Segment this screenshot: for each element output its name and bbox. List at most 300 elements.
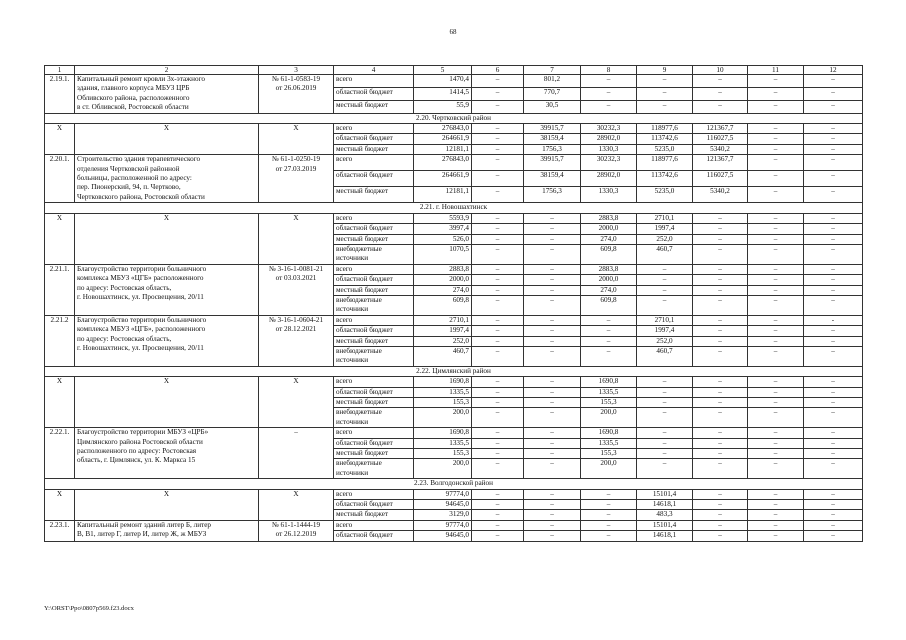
amount-cell: 274,0: [414, 285, 472, 295]
amount-cell: 2000,0: [414, 275, 472, 285]
amount-cell: 609,8: [581, 295, 637, 315]
permit-number: Х: [259, 213, 334, 264]
item-name-line: Чертковского района, Ростовской области: [77, 192, 205, 201]
amount-cell: 1330,3: [581, 144, 637, 154]
section-row: [45, 203, 863, 213]
amount-cell: 483,3: [637, 510, 693, 520]
amount-cell: –: [637, 87, 693, 100]
amount-cell: 121367,7: [693, 155, 748, 171]
amount-cell: 200,0: [414, 408, 472, 428]
total-row: [45, 124, 863, 134]
amount-cell: 30232,3: [581, 124, 637, 134]
amount-cell: –: [748, 531, 804, 541]
amount-cell: –: [637, 449, 693, 459]
amount-cell: –: [748, 213, 804, 223]
amount-cell: 5340,2: [693, 144, 748, 154]
amount-cell: –: [804, 187, 863, 203]
funding-source: всего: [334, 428, 414, 438]
funding-source: всего: [334, 315, 414, 325]
permit-number: [259, 75, 334, 114]
amount-cell: 30,5: [524, 100, 581, 113]
funding-source: областной бюджет: [334, 171, 414, 187]
total-row: [45, 489, 863, 499]
amount-cell: 1330,3: [581, 187, 637, 203]
amount-cell: –: [581, 500, 637, 510]
amount-cell: –: [748, 520, 804, 530]
funding-source: местный бюджет: [334, 234, 414, 244]
item-number: 2.21.2: [45, 315, 75, 366]
amount-cell: –: [804, 408, 863, 428]
amount-cell: –: [748, 285, 804, 295]
amount-cell: –: [804, 275, 863, 285]
amount-cell: –: [804, 213, 863, 223]
funding-source: внебюджетные источники: [334, 408, 414, 428]
amount-cell: –: [472, 155, 524, 171]
amount-cell: 155,3: [414, 398, 472, 408]
amount-cell: 526,0: [414, 234, 472, 244]
amount-cell: 2000,0: [581, 224, 637, 234]
amount-cell: –: [693, 224, 748, 234]
item-name-line: комплекса МБУЗ «ЦГБ», расположенного: [77, 325, 206, 334]
item-name: [75, 264, 259, 315]
amount-cell: 12181,1: [414, 144, 472, 154]
amount-cell: –: [524, 264, 581, 274]
amount-cell: –: [804, 155, 863, 171]
amount-cell: –: [637, 264, 693, 274]
amount-cell: 116027,5: [693, 134, 748, 144]
amount-cell: –: [804, 510, 863, 520]
amount-cell: –: [637, 275, 693, 285]
item-name: [75, 428, 259, 479]
amount-cell: 274,0: [581, 285, 637, 295]
amount-cell: –: [748, 264, 804, 274]
amount-cell: –: [693, 346, 748, 366]
funding-source: областной бюджет: [334, 275, 414, 285]
amount-cell: 1997,4: [637, 224, 693, 234]
item-name: [75, 315, 259, 366]
amount-cell: –: [693, 285, 748, 295]
amount-cell: 30232,3: [581, 155, 637, 171]
amount-cell: –: [524, 531, 581, 541]
amount-cell: –: [693, 449, 748, 459]
amount-cell: –: [748, 449, 804, 459]
permit-number: Х: [259, 377, 334, 428]
permit-line: –: [294, 428, 298, 437]
amount-cell: 2710,1: [637, 315, 693, 325]
amount-cell: 97774,0: [414, 489, 472, 499]
amount-cell: –: [637, 408, 693, 428]
amount-cell: –: [748, 438, 804, 448]
amount-cell: –: [637, 377, 693, 387]
permit-line: от 26.12.2019: [275, 530, 317, 539]
amount-cell: –: [472, 124, 524, 134]
permit-line: от 03.03.2021: [275, 274, 317, 283]
amount-cell: 39915,7: [524, 124, 581, 134]
amount-cell: –: [693, 531, 748, 541]
amount-cell: –: [693, 100, 748, 113]
amount-cell: –: [524, 275, 581, 285]
amount-cell: –: [637, 285, 693, 295]
item-name-line: по адресу: Ростовская область,: [77, 283, 172, 292]
item-name-line: Строительство здания терапевтического: [77, 155, 201, 164]
amount-cell: 155,3: [414, 449, 472, 459]
amount-cell: 460,7: [637, 346, 693, 366]
amount-cell: –: [804, 134, 863, 144]
amount-cell: –: [693, 387, 748, 397]
item-name: [75, 75, 259, 114]
amount-cell: –: [524, 244, 581, 264]
amount-cell: 155,3: [581, 398, 637, 408]
permit-line: от 27.03.2019: [275, 164, 317, 173]
amount-cell: –: [804, 295, 863, 315]
amount-cell: –: [472, 213, 524, 223]
amount-cell: –: [637, 100, 693, 113]
item-number: Х: [45, 213, 75, 264]
amount-cell: 1070,5: [414, 244, 472, 264]
amount-cell: 1690,8: [414, 428, 472, 438]
funding-source: всего: [334, 377, 414, 387]
funding-source: областной бюджет: [334, 438, 414, 448]
amount-cell: –: [472, 234, 524, 244]
amount-cell: –: [524, 224, 581, 234]
funding-source: местный бюджет: [334, 398, 414, 408]
amount-cell: 2710,1: [414, 315, 472, 325]
amount-cell: 14618,1: [637, 500, 693, 510]
item-name: Х: [75, 489, 259, 520]
amount-cell: –: [804, 438, 863, 448]
amount-cell: 2883,8: [414, 264, 472, 274]
amount-cell: 801,2: [524, 75, 581, 88]
amount-cell: 14618,1: [637, 531, 693, 541]
amount-cell: 1414,5: [414, 87, 472, 100]
amount-cell: –: [472, 144, 524, 154]
amount-cell: 5340,2: [693, 187, 748, 203]
permit-number: Х: [259, 124, 334, 155]
funding-source: областной бюджет: [334, 326, 414, 336]
item-number: 2.23.1.: [45, 520, 75, 541]
amount-cell: –: [472, 377, 524, 387]
amount-cell: –: [804, 100, 863, 113]
funding-source: местный бюджет: [334, 449, 414, 459]
amount-cell: –: [472, 244, 524, 264]
amount-cell: –: [472, 449, 524, 459]
budget-table: [44, 65, 863, 542]
amount-cell: 460,7: [637, 244, 693, 264]
funding-source: внебюджетные источники: [334, 346, 414, 366]
amount-cell: –: [748, 100, 804, 113]
amount-cell: 5235,0: [637, 187, 693, 203]
amount-cell: 1690,8: [581, 428, 637, 438]
amount-cell: –: [472, 346, 524, 366]
amount-cell: –: [804, 244, 863, 264]
amount-cell: –: [472, 100, 524, 113]
amount-cell: 252,0: [414, 336, 472, 346]
amount-cell: 38159,4: [524, 171, 581, 187]
entry-row: [45, 315, 863, 325]
amount-cell: 38159,4: [524, 134, 581, 144]
funding-source: внебюджетные источники: [334, 244, 414, 264]
permit-line: от 28.12.2021: [275, 325, 317, 334]
item-name-line: Обливского района, расположенного: [77, 93, 190, 102]
amount-cell: –: [748, 144, 804, 154]
amount-cell: 1997,4: [414, 326, 472, 336]
header-cell-11: 11: [748, 66, 804, 75]
amount-cell: –: [748, 489, 804, 499]
amount-cell: –: [804, 489, 863, 499]
item-name-line: отделения Чертковской районной: [77, 164, 180, 173]
funding-source: местный бюджет: [334, 285, 414, 295]
amount-cell: –: [637, 387, 693, 397]
amount-cell: –: [472, 326, 524, 336]
amount-cell: –: [472, 336, 524, 346]
permit-line: от 26.06.2019: [275, 84, 317, 93]
item-number: Х: [45, 489, 75, 520]
amount-cell: –: [804, 377, 863, 387]
amount-cell: –: [693, 264, 748, 274]
item-name-line: В, В1, литер Г, литер И, литер Ж, ж МБУЗ: [77, 530, 207, 539]
amount-cell: –: [472, 87, 524, 100]
amount-cell: –: [693, 398, 748, 408]
amount-cell: 1335,5: [581, 387, 637, 397]
amount-cell: –: [693, 459, 748, 479]
funding-source: областной бюджет: [334, 531, 414, 541]
item-number: 2.19.1.: [45, 75, 75, 114]
section-row: [45, 113, 863, 123]
amount-cell: –: [748, 234, 804, 244]
amount-cell: 252,0: [637, 336, 693, 346]
amount-cell: 3997,4: [414, 224, 472, 234]
amount-cell: 28902,0: [581, 171, 637, 187]
amount-cell: –: [748, 408, 804, 428]
amount-cell: –: [472, 500, 524, 510]
amount-cell: 5235,0: [637, 144, 693, 154]
amount-cell: –: [804, 264, 863, 274]
amount-cell: 1335,5: [581, 438, 637, 448]
amount-cell: –: [748, 428, 804, 438]
amount-cell: –: [637, 75, 693, 88]
amount-cell: –: [472, 459, 524, 479]
amount-cell: –: [748, 171, 804, 187]
entry-row: [45, 520, 863, 530]
amount-cell: –: [472, 387, 524, 397]
amount-cell: –: [693, 87, 748, 100]
amount-cell: –: [693, 244, 748, 264]
amount-cell: 28902,0: [581, 134, 637, 144]
amount-cell: –: [524, 428, 581, 438]
amount-cell: –: [693, 520, 748, 530]
amount-cell: 609,8: [414, 295, 472, 315]
amount-cell: –: [524, 438, 581, 448]
amount-cell: –: [472, 187, 524, 203]
amount-cell: –: [693, 510, 748, 520]
funding-source: всего: [334, 489, 414, 499]
total-row: [45, 377, 863, 387]
amount-cell: –: [472, 134, 524, 144]
funding-source: областной бюджет: [334, 224, 414, 234]
amount-cell: –: [472, 171, 524, 187]
permit-number: Х: [259, 489, 334, 520]
header-cell-9: 9: [637, 66, 693, 75]
funding-source: всего: [334, 124, 414, 134]
amount-cell: 116027,5: [693, 171, 748, 187]
amount-cell: 2710,1: [637, 213, 693, 223]
amount-cell: –: [748, 275, 804, 285]
amount-cell: –: [472, 510, 524, 520]
entry-row: [45, 75, 863, 88]
amount-cell: –: [693, 336, 748, 346]
amount-cell: –: [748, 124, 804, 134]
item-name-line: Благоустройство территории больничного: [77, 264, 207, 273]
item-number: 2.22.1.: [45, 428, 75, 479]
amount-cell: –: [804, 531, 863, 541]
funding-source: всего: [334, 213, 414, 223]
entry-row: [45, 155, 863, 171]
permit-line: № 3-16-1-0081-21: [268, 264, 324, 273]
amount-cell: 2000,0: [581, 275, 637, 285]
amount-cell: –: [804, 75, 863, 88]
amount-cell: 118977,6: [637, 155, 693, 171]
amount-cell: –: [637, 438, 693, 448]
amount-cell: –: [693, 234, 748, 244]
amount-cell: –: [804, 124, 863, 134]
item-name-line: здания, главного корпуса МБУЗ ЦРБ: [77, 84, 190, 93]
amount-cell: –: [804, 224, 863, 234]
amount-cell: –: [748, 87, 804, 100]
section-title: 2.20. Чертковский район: [45, 113, 863, 123]
amount-cell: 97774,0: [414, 520, 472, 530]
item-name-line: г. Новошахтинск, ул. Просвещения, 20/11: [77, 343, 204, 352]
permit-line: № 61-1-0250-19: [271, 155, 321, 164]
total-row: [45, 213, 863, 223]
amount-cell: 15101,4: [637, 520, 693, 530]
item-name-line: Капитальный ремонт кровли 3х-этажного: [77, 75, 205, 83]
funding-source: местный бюджет: [334, 510, 414, 520]
amount-cell: –: [804, 285, 863, 295]
amount-cell: –: [581, 346, 637, 366]
amount-cell: –: [472, 75, 524, 88]
amount-cell: –: [472, 264, 524, 274]
amount-cell: –: [804, 346, 863, 366]
amount-cell: –: [804, 520, 863, 530]
amount-cell: 39915,7: [524, 155, 581, 171]
amount-cell: –: [581, 489, 637, 499]
item-name-line: расположенного по адресу: Ростовская: [77, 447, 197, 456]
amount-cell: –: [748, 187, 804, 203]
amount-cell: –: [581, 326, 637, 336]
amount-cell: 12181,1: [414, 187, 472, 203]
item-name: [75, 155, 259, 203]
amount-cell: –: [472, 489, 524, 499]
amount-cell: –: [748, 315, 804, 325]
amount-cell: –: [748, 500, 804, 510]
amount-cell: –: [472, 408, 524, 428]
item-name-line: Благоустройство территории МБУЗ «ЦРБ»: [77, 428, 209, 437]
section-row: [45, 366, 863, 376]
item-name-line: Благоустройство территории больничного: [77, 315, 207, 324]
amount-cell: 200,0: [414, 459, 472, 479]
amount-cell: –: [524, 408, 581, 428]
amount-cell: –: [472, 398, 524, 408]
amount-cell: –: [748, 134, 804, 144]
amount-cell: –: [524, 449, 581, 459]
amount-cell: –: [748, 155, 804, 171]
amount-cell: 460,7: [414, 346, 472, 366]
header-cell-10: 10: [693, 66, 748, 75]
amount-cell: –: [472, 520, 524, 530]
page-number: 68: [449, 28, 457, 36]
amount-cell: –: [693, 275, 748, 285]
file-path-footer: Y:\ORST\Ppo\0807p569.f23.docx: [44, 605, 134, 612]
amount-cell: 118977,6: [637, 124, 693, 134]
amount-cell: –: [693, 428, 748, 438]
amount-cell: 200,0: [581, 408, 637, 428]
amount-cell: –: [748, 326, 804, 336]
amount-cell: –: [804, 500, 863, 510]
permit-number: [259, 428, 334, 479]
item-name: Х: [75, 213, 259, 264]
amount-cell: 264661,9: [414, 171, 472, 187]
amount-cell: –: [524, 315, 581, 325]
amount-cell: –: [472, 295, 524, 315]
item-name-line: больницы, расположенной по адресу:: [77, 174, 192, 183]
item-number: 2.21.1.: [45, 264, 75, 315]
item-name-line: область, г. Цимлянск, ул. К. Маркса 15: [77, 456, 196, 465]
amount-cell: 121367,7: [693, 124, 748, 134]
header-cell-5: 5: [414, 66, 472, 75]
amount-cell: –: [472, 224, 524, 234]
header-cell-1: 1: [45, 66, 75, 75]
amount-cell: –: [581, 315, 637, 325]
amount-cell: –: [524, 387, 581, 397]
amount-cell: –: [472, 531, 524, 541]
amount-cell: –: [524, 234, 581, 244]
entry-row: [45, 428, 863, 438]
amount-cell: –: [524, 459, 581, 479]
amount-cell: –: [804, 449, 863, 459]
item-name-line: Капитальный ремонт зданий литер Б, литер: [77, 520, 211, 529]
amount-cell: –: [748, 244, 804, 264]
amount-cell: –: [581, 75, 637, 88]
amount-cell: –: [804, 428, 863, 438]
amount-cell: –: [693, 500, 748, 510]
amount-cell: –: [748, 75, 804, 88]
amount-cell: –: [472, 438, 524, 448]
funding-source: всего: [334, 520, 414, 530]
permit-line: № 61-1-1444-19: [271, 520, 321, 529]
amount-cell: –: [748, 295, 804, 315]
amount-cell: –: [524, 510, 581, 520]
amount-cell: 94645,0: [414, 531, 472, 541]
item-name: Х: [75, 124, 259, 155]
amount-cell: –: [581, 336, 637, 346]
amount-cell: –: [581, 510, 637, 520]
amount-cell: 276843,0: [414, 155, 472, 171]
funding-source: областной бюджет: [334, 387, 414, 397]
funding-source: местный бюджет: [334, 336, 414, 346]
amount-cell: –: [804, 336, 863, 346]
amount-cell: 113742,6: [637, 171, 693, 187]
amount-cell: –: [524, 520, 581, 530]
amount-cell: –: [748, 398, 804, 408]
amount-cell: 200,0: [581, 459, 637, 479]
amount-cell: –: [693, 489, 748, 499]
section-title: 2.23. Волгодонской район: [45, 479, 863, 489]
header-cell-4: 4: [334, 66, 414, 75]
amount-cell: 2883,8: [581, 264, 637, 274]
item-number: Х: [45, 377, 75, 428]
amount-cell: 15101,4: [637, 489, 693, 499]
amount-cell: –: [693, 377, 748, 387]
